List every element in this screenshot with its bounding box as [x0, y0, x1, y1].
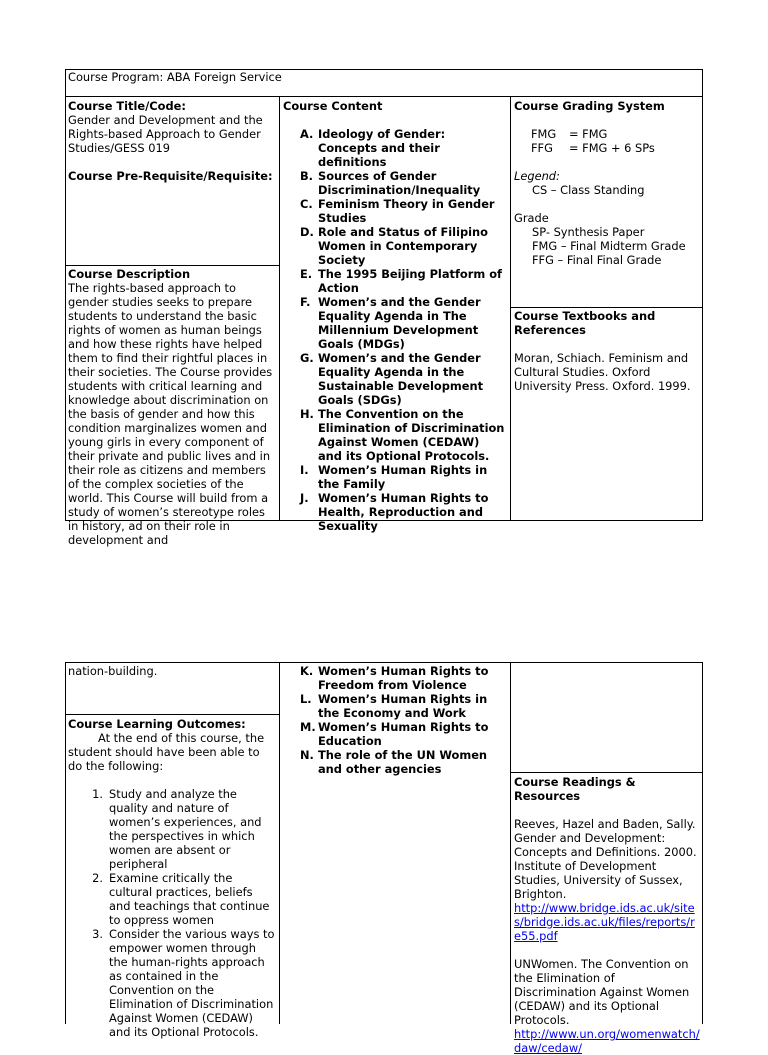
table1-row-divider [65, 96, 703, 97]
course-program-cell [68, 70, 698, 84]
readings-cell [514, 775, 700, 1055]
content-item: I. Women’s Human Rights in the Family [300, 463, 488, 491]
table2-col-divider-1 [279, 662, 280, 1024]
grading-cell [514, 99, 700, 267]
table2-left-border [65, 662, 66, 1024]
outcome-item: 1. Study and analyze the quality and nature of women’s experiences, and the perspectives in which women are absent or peripheral [92, 787, 262, 871]
table2-top-border [65, 662, 703, 663]
table2-right-border [702, 662, 703, 1024]
textbooks-cell [514, 309, 700, 393]
outcomes-list [68, 787, 276, 1039]
table1-right-border [702, 69, 703, 521]
course-content-list [283, 127, 507, 533]
content-item: J. Women’s Human Rights to Health, Reproduction and Sexuality [300, 491, 489, 533]
table1-col-divider-1 [279, 96, 280, 521]
textbooks-heading: Course Textbooks and References [514, 309, 656, 337]
outcome-item: 2. Examine critically the cultural practices, beliefs and teachings that continue to oppress women [92, 871, 270, 927]
reading-2-text: UNWomen. The Convention on the Elimination of Discrimination Against Women (CEDAW) and its Optional Protocols. [514, 957, 690, 1027]
table1-left-border [65, 69, 66, 521]
course-program: Course Program: ABA Foreign Service [68, 70, 282, 84]
course-description-heading: Course Description [68, 267, 191, 281]
content-item: D. Role and Status of Filipino Women in Contemporary Society [300, 225, 488, 267]
content-item: A. Ideology of Gender: Concepts and their definitions [300, 127, 446, 169]
content-item: B. Sources of Gender Discrimination/Inequality [300, 169, 481, 197]
reading-1-link[interactable]: http://www.bridge.ids.ac.uk/sites/bridge.ids.ac.uk/files/reports/re55.pdf [514, 901, 695, 943]
content-item: H. The Convention on the Elimination of Discrimination Against Women (CEDAW) and its Optional Protocols. [300, 407, 505, 463]
continuation-cell [68, 664, 276, 678]
table1-right-subdivider [510, 307, 703, 308]
course-prereq-heading: Course Pre-Requisite/Requisite: [68, 169, 273, 183]
legend-cs: CS – Class Standing [532, 183, 645, 197]
table1-left-subdivider [65, 265, 280, 266]
outcome-item: 3. Consider the various ways to empower women through the human-rights approach as contained in the Convention on the Elimination of Discrimination Against Women (CEDAW) and its Optional Protocols. [92, 927, 275, 1039]
content-item: L. Women’s Human Rights in the Economy and Work [300, 692, 488, 720]
grade-item: SP- Synthesis Paper [532, 225, 645, 239]
course-title-heading: Course Title/Code: [68, 99, 186, 113]
grading-row: FMG = FMG [531, 127, 608, 141]
course-description-text: The rights-based approach to gender studies seeks to prepare students to understand the basic rights of women as human beings and how these rights have helped them to find their rightful places in their societies. The Course provides students with critical learning and knowledge about discrimination on the basis of gender and how this condition marginalizes women and young girls in every component of their private and public lives and in their role as citizens and members of the complex societies of the world. This Course will build from a study of women’s stereotype roles in history, ad on their role in development and [68, 281, 273, 547]
content-item: F. Women’s and the Gender Equality Agenda in The Millennium Development Goals (MDGs) [300, 295, 481, 351]
course-title-text: Gender and Development and the Rights-based Approach to Gender Studies/GESS 019 [68, 113, 263, 155]
course-title-cell [68, 99, 276, 183]
course-content-list-continued [283, 664, 507, 776]
course-content-heading: Course Content [283, 99, 383, 113]
outcomes-heading: Course Learning Outcomes: [68, 717, 246, 731]
outcomes-intro: At the end of this course, the student should have been able to do the following: [68, 731, 265, 773]
content-item: E. The 1995 Beijing Platform of Action [300, 267, 502, 295]
grading-heading: Course Grading System [514, 99, 665, 113]
content-item: K. Women’s Human Rights to Freedom from Violence [300, 664, 489, 692]
description-continuation: nation-building. [68, 664, 158, 678]
content-item: M. Women’s Human Rights to Education [300, 720, 489, 748]
table1-col-divider-2 [510, 96, 511, 521]
textbooks-text: Moran, Schiach. Feminism and Cultural Studies. Oxford University Press. Oxford. 1999. [514, 351, 691, 393]
grade-item: FFG – Final Final Grade [532, 253, 662, 267]
legend-label: Legend: [514, 169, 560, 183]
reading-2-link[interactable]: http://www.un.org/womenwatch/daw/cedaw/ [514, 1027, 700, 1055]
content-item: N. The role of the UN Women and other agencies [300, 748, 488, 776]
table2-col-divider-2 [510, 662, 511, 1024]
course-content-cell [283, 99, 507, 533]
course-description-cell [68, 267, 276, 547]
course-content-continued-cell [283, 664, 507, 776]
table2-right-subdivider [510, 772, 703, 773]
grade-item: FMG – Final Midterm Grade [532, 239, 686, 253]
content-item: C. Feminism Theory in Gender Studies [300, 197, 495, 225]
table2-left-subdivider [65, 714, 280, 715]
readings-heading: Course Readings & Resources [514, 775, 636, 803]
grade-label: Grade [514, 211, 549, 225]
reading-1-text: Reeves, Hazel and Baden, Sally. Gender and Development: Concepts and Definitions. 2000. Institute of Development Studies, University of Sussex, Brighton. [514, 817, 697, 901]
grading-row: FFG = FMG + 6 SPs [531, 141, 655, 155]
content-item: G. Women’s and the Gender Equality Agenda in the Sustainable Development Goals (SDGs) [300, 351, 484, 407]
outcomes-cell [68, 717, 276, 1039]
